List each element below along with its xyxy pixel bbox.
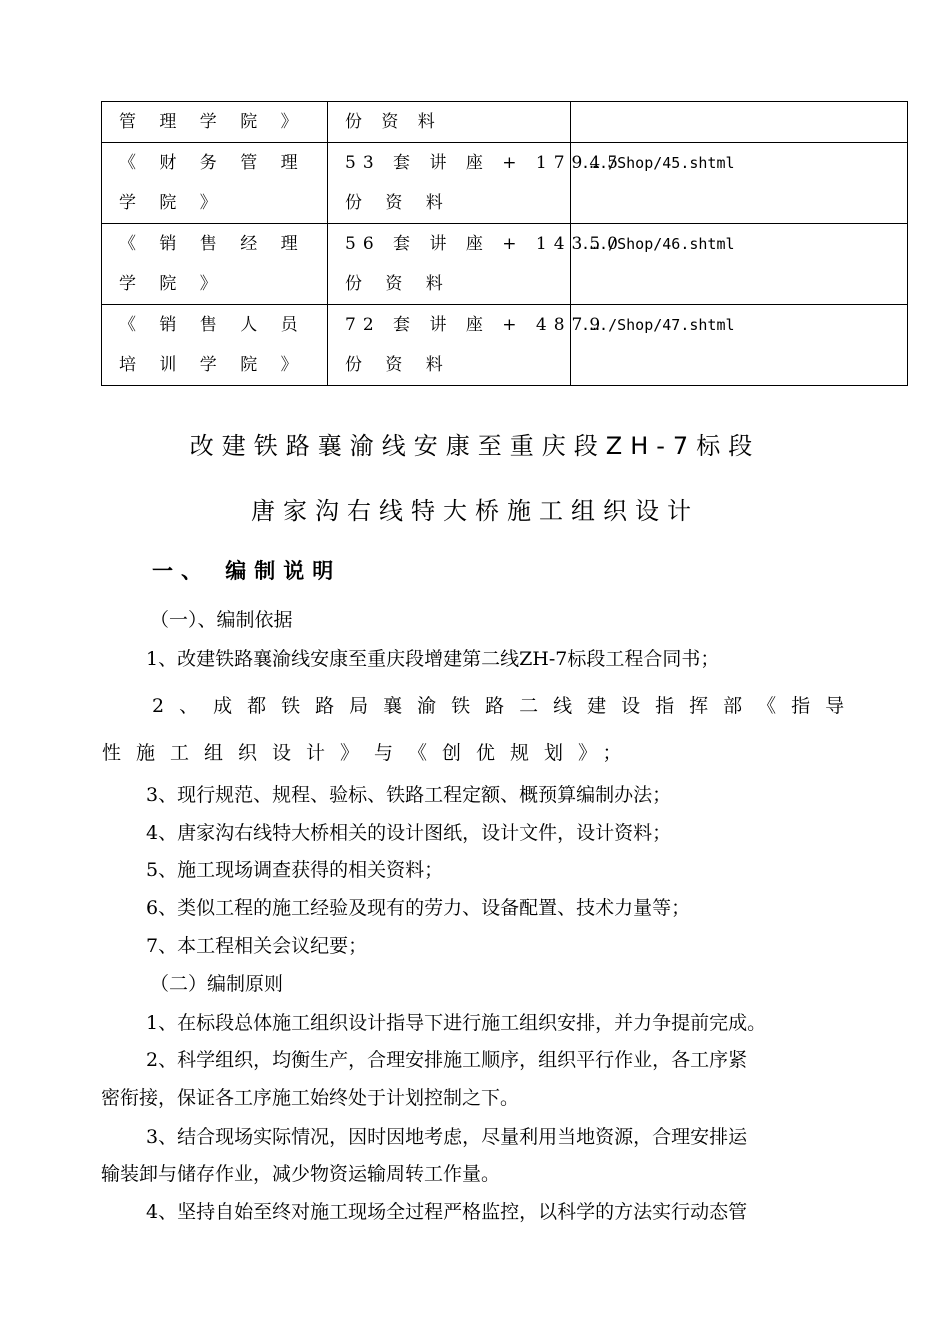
- basis-item-3: 3、现行规范、规程、验标、铁路工程定额、概预算编制办法；: [146, 784, 672, 806]
- document-title-line2: 唐家沟右线特大桥施工组织设计: [251, 497, 699, 525]
- table-cell-name: 《 销 售 经 理 学 院 》: [102, 224, 328, 305]
- table-row: [102, 305, 908, 386]
- principle-item-3-cont: 输装卸与储存作业，减少物资运输周转工作量。: [101, 1163, 501, 1185]
- basis-item-7: 7、本工程相关会议纪要；: [146, 935, 368, 957]
- principle-item-2: 2、科学组织，均衡生产，合理安排施工顺序，组织平行作业，各工序紧: [146, 1049, 748, 1071]
- table-cell-name: 《 财 务 管 理 学 院 》: [102, 143, 328, 224]
- basis-item-2: 2、成都铁路局襄渝铁路二线建设指挥部《指导: [152, 695, 860, 717]
- principle-item-1: 1、在标段总体施工组织设计指导下进行施工组织安排，并力争提前完成。: [146, 1012, 767, 1034]
- basis-item-2-cont: 性施工组织设计》与《创优规划》；: [102, 742, 637, 764]
- table-cell-link: [571, 102, 908, 143]
- table-cell-link[interactable]: .…./Shop/45.shtml: [571, 143, 908, 224]
- table-cell-content: 72 套 讲 座 + 4879 份 资 料: [328, 305, 571, 386]
- table-row: [102, 143, 908, 224]
- table-cell-name: 管 理 学 院 》: [102, 102, 328, 143]
- basis-item-4: 4、唐家沟右线特大桥相关的设计图纸，设计文件，设计资料；: [146, 822, 672, 844]
- principle-item-3: 3、结合现场实际情况，因时因地考虑，尽量利用当地资源，合理安排运: [146, 1126, 748, 1148]
- basis-item-6: 6、类似工程的施工经验及现有的劳力、设备配置、技术力量等；: [146, 897, 691, 919]
- table-row: [102, 102, 908, 143]
- table-cell-content: 份 资 料: [328, 102, 571, 143]
- basis-item-1: 1、改建铁路襄渝线安康至重庆段增建第二线ZH-7标段工程合同书；: [146, 648, 720, 670]
- table-cell-name: 《 销 售 人 员 培 训 学 院 》: [102, 305, 328, 386]
- table-cell-link[interactable]: .…./Shop/46.shtml: [571, 224, 908, 305]
- principle-item-2-cont: 密衔接，保证各工序施工始终处于计划控制之下。: [101, 1087, 520, 1109]
- section-heading: 一、 编制说明: [152, 559, 342, 583]
- table-cell-content: 56 套 讲 座 + 14350 份 资 料: [328, 224, 571, 305]
- principle-item-4: 4、坚持自始至终对施工现场全过程严格监控，以科学的方法实行动态管: [146, 1201, 748, 1223]
- catalog-table: [101, 101, 908, 386]
- table-row: [102, 224, 908, 305]
- basis-item-5: 5、施工现场调查获得的相关资料；: [146, 859, 444, 881]
- document-title-line1: 改建铁路襄渝线安康至重庆段ZH-7标段: [189, 432, 761, 460]
- basis-heading: （一）、编制依据: [150, 609, 293, 631]
- table-cell-link[interactable]: .…./Shop/47.shtml: [571, 305, 908, 386]
- principle-heading: （二）编制原则: [150, 973, 284, 995]
- table-cell-content: 53 套 讲 座 + 17945 份 资 料: [328, 143, 571, 224]
